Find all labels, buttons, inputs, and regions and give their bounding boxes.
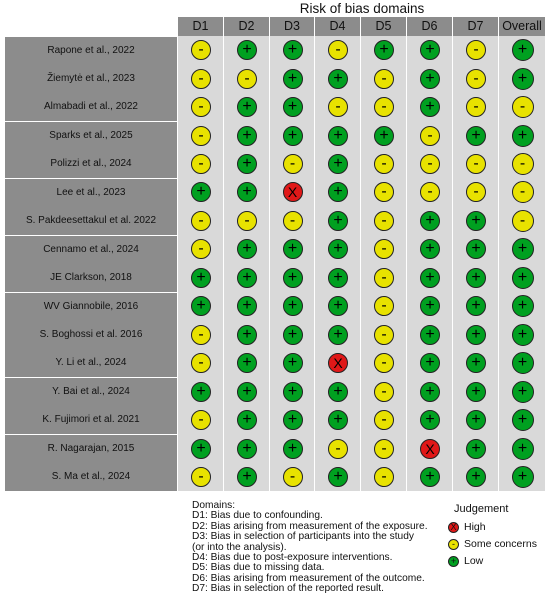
legend-label-low: Low — [464, 555, 484, 567]
low-risk-icon: + — [466, 239, 486, 259]
low-risk-icon: + — [328, 325, 348, 345]
low-risk-icon: + — [328, 154, 348, 174]
low-risk-icon: + — [512, 238, 534, 260]
some-concerns-icon: - — [191, 325, 211, 345]
low-risk-icon: + — [512, 295, 534, 317]
low-risk-icon: + — [283, 353, 303, 373]
low-risk-icon: + — [237, 239, 257, 259]
study-label: Cennamo et al., 2024 — [5, 236, 177, 264]
study-label: Sparks et al., 2025 — [5, 122, 177, 150]
low-risk-icon: + — [420, 69, 440, 89]
low-risk-icon: + — [328, 126, 348, 146]
study-label: WV Giannobile, 2016 — [5, 293, 177, 321]
low-risk-icon: + — [512, 267, 534, 289]
low-risk-icon: + — [512, 352, 534, 374]
low-risk-icon: + — [237, 382, 257, 402]
low-risk-icon: + — [466, 353, 486, 373]
low-risk-icon: + — [512, 68, 534, 90]
low-risk-icon: + — [466, 296, 486, 316]
some-concerns-icon: - — [512, 210, 534, 232]
some-concerns-icon: - — [283, 154, 303, 174]
some-concerns-icon: - — [191, 353, 211, 373]
high-risk-icon: X — [420, 439, 440, 459]
low-risk-icon: + — [420, 410, 440, 430]
column-header-overall: Overall — [499, 17, 546, 36]
some-concerns-icon: - — [466, 97, 486, 117]
study-label: Rapone et al., 2022 — [5, 37, 177, 65]
low-risk-icon: + — [420, 382, 440, 402]
study-label: Lee et al., 2023 — [5, 179, 177, 207]
low-risk-icon: + — [512, 438, 534, 460]
some-concerns-icon: - — [328, 97, 348, 117]
high-risk-icon: X — [328, 353, 348, 373]
low-risk-icon: + — [237, 296, 257, 316]
low-risk-icon: + — [448, 556, 459, 567]
low-risk-icon: + — [283, 268, 303, 288]
low-risk-icon: + — [512, 466, 534, 488]
low-risk-icon: + — [420, 239, 440, 259]
low-risk-icon: + — [512, 324, 534, 346]
low-risk-icon: + — [237, 268, 257, 288]
some-concerns-icon: - — [191, 211, 211, 231]
low-risk-icon: + — [328, 268, 348, 288]
study-label: S. Ma et al., 2024 — [5, 463, 177, 491]
some-concerns-icon: - — [374, 467, 394, 487]
some-concerns-icon: - — [420, 182, 440, 202]
legend-item-low — [448, 553, 548, 570]
low-risk-icon: + — [283, 97, 303, 117]
some-concerns-icon: - — [374, 439, 394, 459]
low-risk-icon: + — [237, 126, 257, 146]
low-risk-icon: + — [237, 97, 257, 117]
study-label: Almabadi et al., 2022 — [5, 93, 177, 121]
low-risk-icon: + — [283, 325, 303, 345]
legend-label-some: Some concerns — [464, 538, 537, 550]
low-risk-icon: + — [466, 268, 486, 288]
some-concerns-icon: - — [466, 182, 486, 202]
some-concerns-icon: - — [191, 97, 211, 117]
low-risk-icon: + — [283, 69, 303, 89]
column-header-d4: D4 — [315, 17, 361, 36]
domains-heading: Domains: — [192, 500, 236, 511]
some-concerns-icon: - — [374, 69, 394, 89]
column-header-d1: D1 — [178, 17, 224, 36]
some-concerns-icon: - — [191, 126, 211, 146]
high-risk-icon: X — [448, 522, 459, 533]
high-risk-icon: X — [283, 182, 303, 202]
low-risk-icon: + — [328, 69, 348, 89]
some-concerns-icon: - — [237, 69, 257, 89]
some-concerns-icon: - — [466, 154, 486, 174]
study-label: S. Boghossi et al. 2016 — [5, 321, 177, 349]
some-concerns-icon: - — [466, 40, 486, 60]
low-risk-icon: + — [420, 268, 440, 288]
some-concerns-icon: - — [512, 96, 534, 118]
some-concerns-icon: - — [512, 153, 534, 175]
some-concerns-icon: - — [191, 239, 211, 259]
domain-line-6: D5: Bias due to missing data. — [192, 562, 325, 574]
low-risk-icon: + — [466, 126, 486, 146]
legend-title: Judgement — [454, 503, 509, 515]
low-risk-icon: + — [328, 296, 348, 316]
study-label: JE Clarkson, 2018 — [5, 264, 177, 292]
legend-item-some — [448, 536, 548, 553]
low-risk-icon: + — [374, 40, 394, 60]
low-risk-icon: + — [237, 353, 257, 373]
some-concerns-icon: - — [191, 410, 211, 430]
low-risk-icon: + — [191, 382, 211, 402]
some-concerns-icon: - — [374, 211, 394, 231]
some-concerns-icon: - — [283, 467, 303, 487]
low-risk-icon: + — [420, 40, 440, 60]
some-concerns-icon: - — [191, 154, 211, 174]
low-risk-icon: + — [328, 410, 348, 430]
low-risk-icon: + — [237, 182, 257, 202]
low-risk-icon: + — [466, 439, 486, 459]
low-risk-icon: + — [466, 382, 486, 402]
some-concerns-icon: - — [420, 154, 440, 174]
some-concerns-icon: - — [374, 97, 394, 117]
low-risk-icon: + — [512, 39, 534, 61]
judgement-legend — [448, 503, 548, 570]
low-risk-icon: + — [237, 325, 257, 345]
some-concerns-icon: - — [374, 296, 394, 316]
study-label: R. Nagarajan, 2015 — [5, 435, 177, 463]
column-header-d5: D5 — [361, 17, 407, 36]
study-label: K. Fujimori et al. 2021 — [5, 406, 177, 434]
domain-line-3: D3: Bias in selection of participants into the study — [192, 531, 414, 543]
column-header-d2: D2 — [224, 17, 270, 36]
low-risk-icon: + — [237, 439, 257, 459]
some-concerns-icon: - — [374, 182, 394, 202]
legend-label-high: High — [464, 521, 486, 533]
some-concerns-icon: - — [512, 181, 534, 203]
study-label: Y. Li et al., 2024 — [5, 349, 177, 377]
low-risk-icon: + — [420, 353, 440, 373]
column-header-d6: D6 — [407, 17, 453, 36]
some-concerns-icon: - — [328, 40, 348, 60]
some-concerns-icon: - — [374, 382, 394, 402]
some-concerns-icon: - — [237, 211, 257, 231]
column-header-d7: D7 — [453, 17, 499, 36]
low-risk-icon: + — [283, 126, 303, 146]
study-label: S. Pakdeesettakul et al. 2022 — [5, 207, 177, 235]
study-label: Polizzi et al., 2024 — [5, 150, 177, 178]
study-label: Žiemytė et al., 2023 — [5, 65, 177, 93]
low-risk-icon: + — [420, 325, 440, 345]
low-risk-icon: + — [512, 125, 534, 147]
low-risk-icon: + — [237, 467, 257, 487]
low-risk-icon: + — [420, 296, 440, 316]
chart-title: Risk of bias domains — [299, 1, 425, 16]
some-concerns-icon: - — [374, 154, 394, 174]
some-concerns-icon: - — [448, 539, 459, 550]
low-risk-icon: + — [328, 182, 348, 202]
some-concerns-icon: - — [374, 239, 394, 259]
some-concerns-icon: - — [191, 467, 211, 487]
low-risk-icon: + — [237, 410, 257, 430]
low-risk-icon: + — [328, 211, 348, 231]
domain-line-5: D4: Bias due to post-exposure interventions. — [192, 552, 393, 564]
low-risk-icon: + — [283, 40, 303, 60]
low-risk-icon: + — [191, 182, 211, 202]
low-risk-icon: + — [191, 439, 211, 459]
low-risk-icon: + — [466, 325, 486, 345]
some-concerns-icon: - — [191, 69, 211, 89]
low-risk-icon: + — [328, 239, 348, 259]
low-risk-icon: + — [191, 268, 211, 288]
low-risk-icon: + — [512, 381, 534, 403]
some-concerns-icon: - — [374, 325, 394, 345]
some-concerns-icon: - — [191, 40, 211, 60]
domain-line-2: D2: Bias arising from measurement of the exposure. — [192, 520, 428, 532]
low-risk-icon: + — [283, 296, 303, 316]
domain-line-4: (or into the analysis). — [192, 541, 287, 553]
low-risk-icon: + — [512, 409, 534, 431]
low-risk-icon: + — [237, 154, 257, 174]
domains-key — [192, 501, 442, 595]
legend-item-high — [448, 519, 548, 536]
low-risk-icon: + — [283, 382, 303, 402]
low-risk-icon: + — [328, 382, 348, 402]
low-risk-icon: + — [283, 239, 303, 259]
some-concerns-icon: - — [374, 410, 394, 430]
low-risk-icon: + — [420, 97, 440, 117]
some-concerns-icon: - — [374, 353, 394, 373]
domain-line-8: D7: Bias in selection of the reported result. — [192, 583, 384, 595]
study-label: Y. Bai et al., 2024 — [5, 378, 177, 406]
low-risk-icon: + — [283, 439, 303, 459]
low-risk-icon: + — [237, 40, 257, 60]
low-risk-icon: + — [283, 410, 303, 430]
some-concerns-icon: - — [466, 69, 486, 89]
some-concerns-icon: - — [420, 126, 440, 146]
low-risk-icon: + — [191, 296, 211, 316]
low-risk-icon: + — [466, 410, 486, 430]
low-risk-icon: + — [420, 467, 440, 487]
some-concerns-icon: - — [328, 439, 348, 459]
low-risk-icon: + — [466, 467, 486, 487]
low-risk-icon: + — [466, 211, 486, 231]
domain-line-1: D1: Bias due to confounding. — [192, 510, 323, 522]
some-concerns-icon: - — [283, 211, 303, 231]
low-risk-icon: + — [420, 211, 440, 231]
low-risk-icon: + — [374, 126, 394, 146]
some-concerns-icon: - — [374, 268, 394, 288]
column-header-d3: D3 — [270, 17, 315, 36]
domain-line-7: D6: Bias arising from measurement of the outcome. — [192, 572, 425, 584]
low-risk-icon: + — [328, 467, 348, 487]
